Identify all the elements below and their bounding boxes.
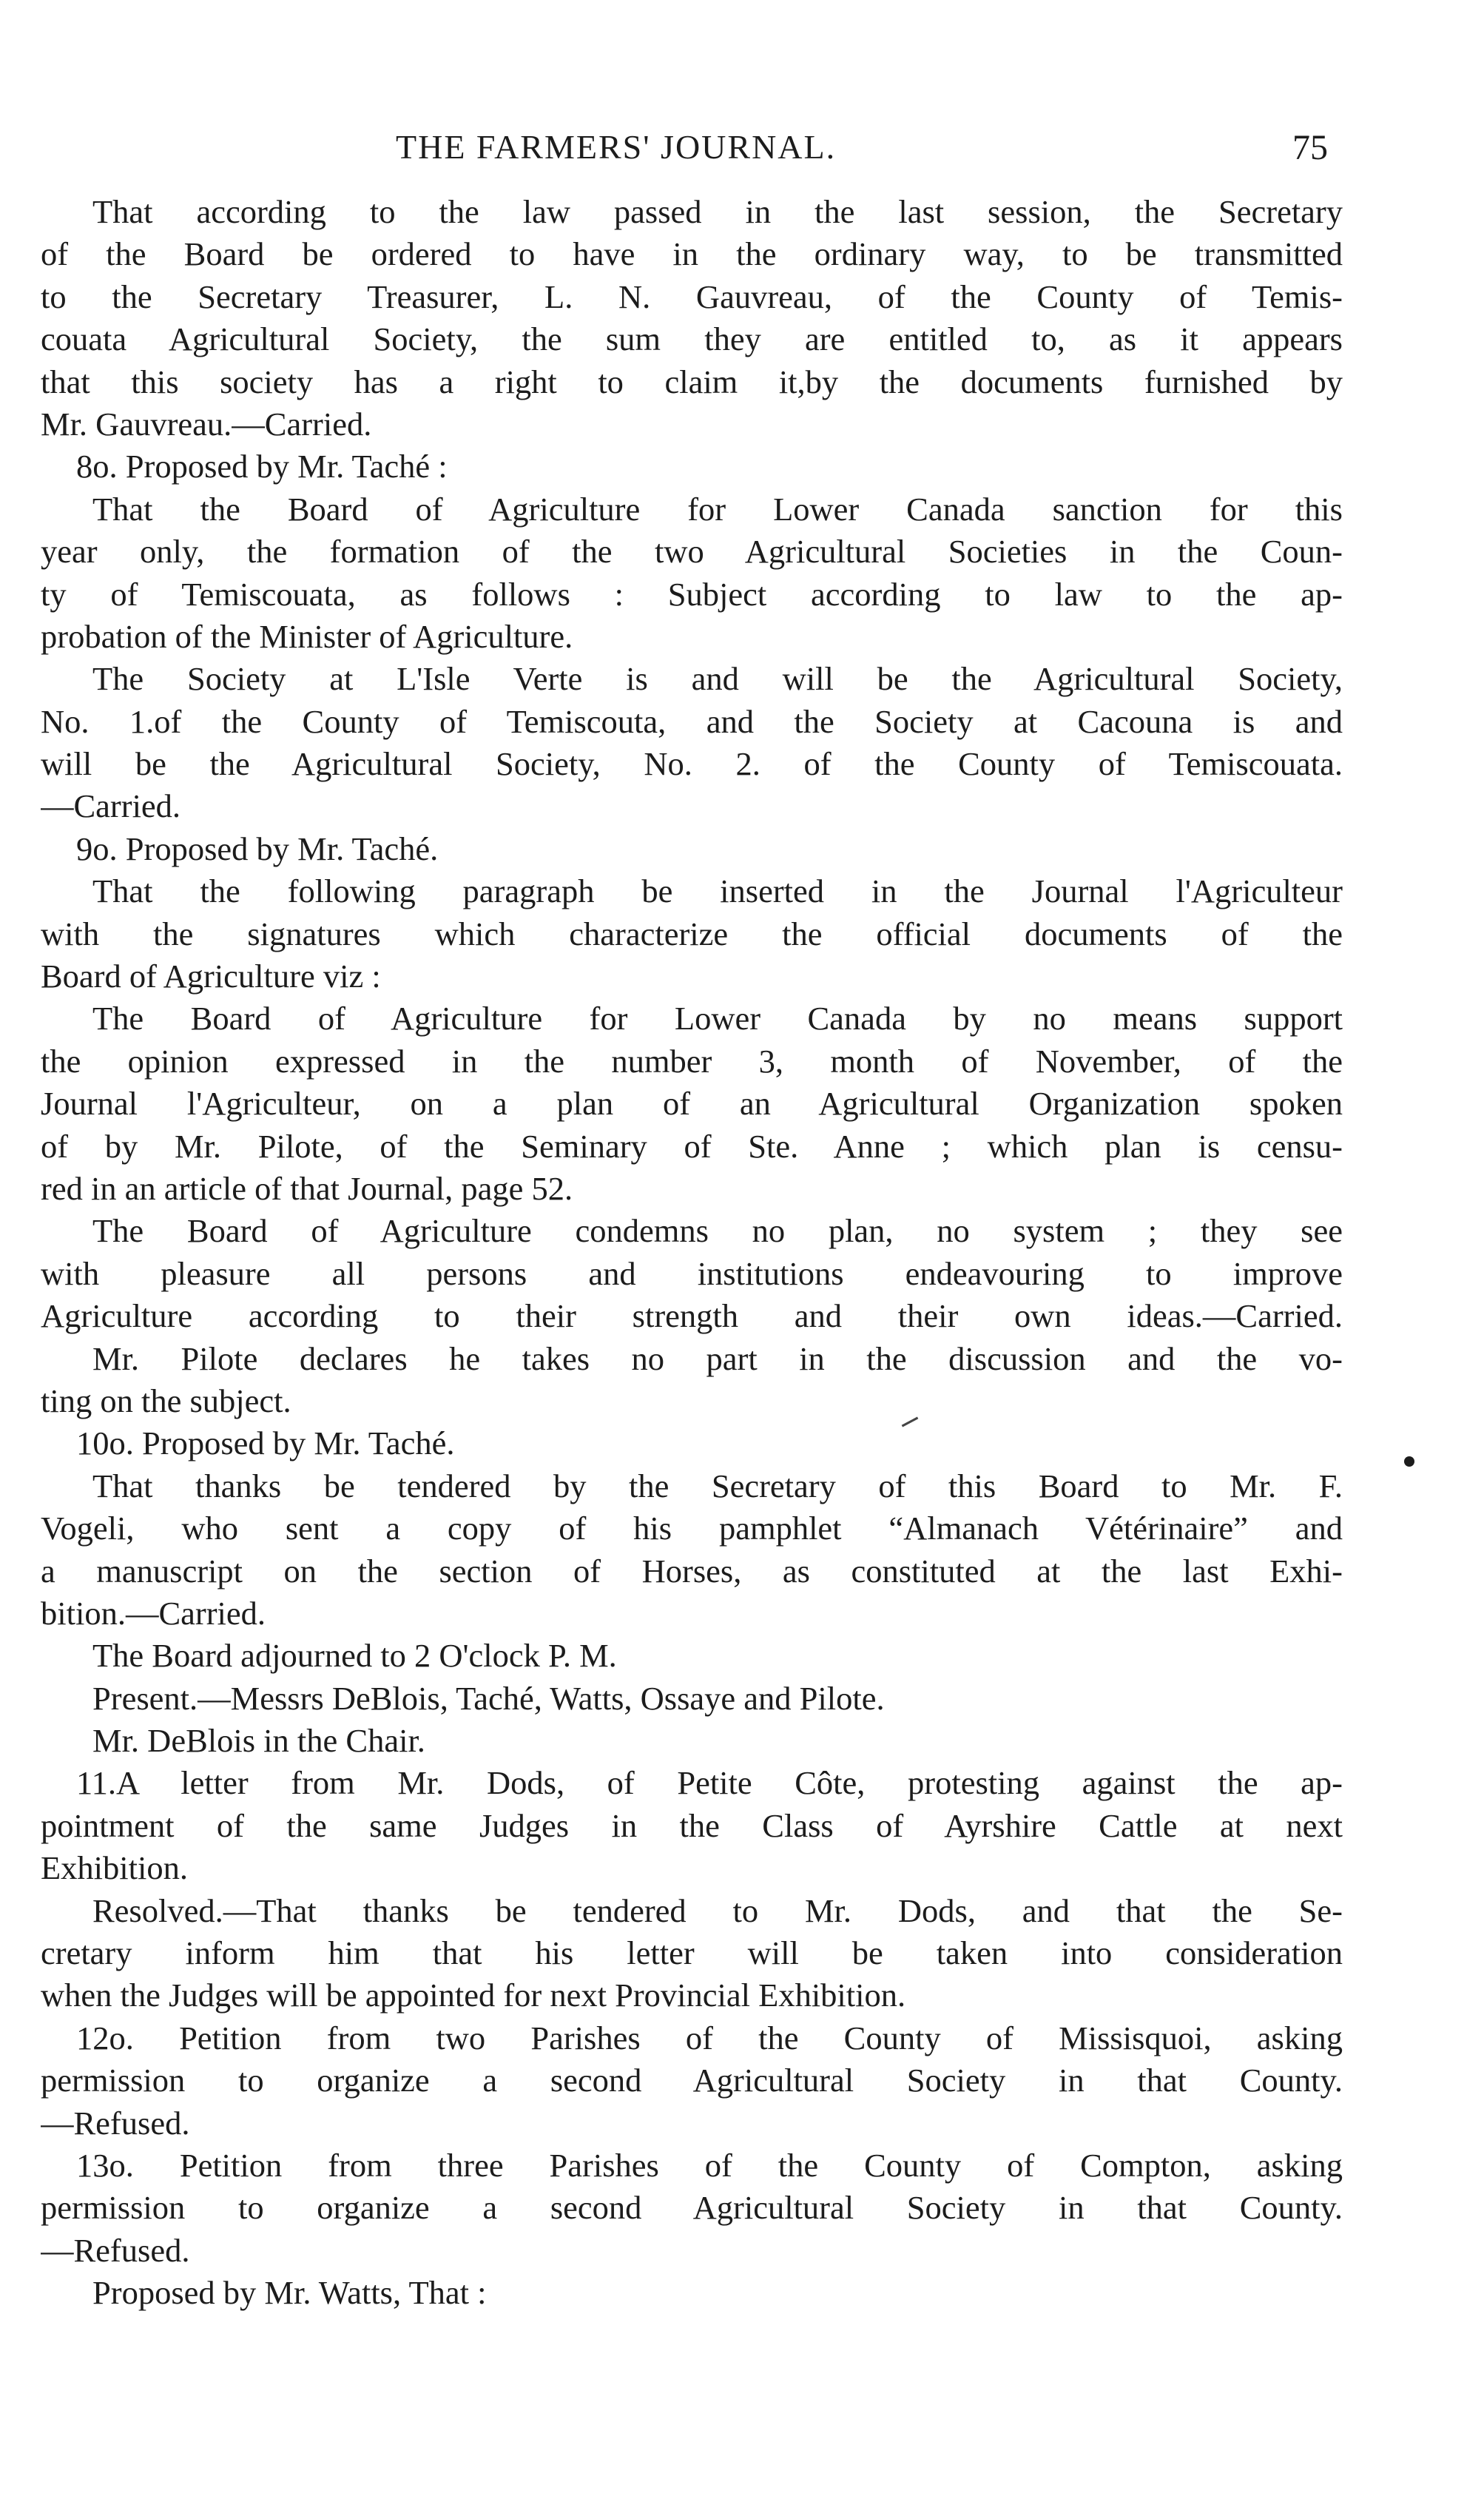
text-line: Mr. DeBlois in the Chair. [92, 1722, 425, 1760]
text-line: The Board of Agriculture for Lower Canada by no means support [92, 1000, 1343, 1037]
text-line: cretary inform him that his letter will be taken into consideration [41, 1934, 1343, 1972]
running-title: THE FARMERS' JOURNAL. [396, 128, 837, 166]
text-line: The Board adjourned to 2 O'clock P. M. [92, 1637, 617, 1675]
text-line: when the Judges will be appointed for next Provincial Exhibition. [41, 1977, 906, 2014]
text-line: —Carried. [41, 787, 181, 825]
text-line: That the Board of Agriculture for Lower Canada sanction for this [92, 490, 1343, 528]
text-line: 12o. Petition from two Parishes of the County of Missisquoi, asking [76, 2019, 1343, 2056]
text-line: Present.—Messrs DeBlois, Taché, Watts, Ossaye and Pilote. [92, 1679, 885, 1717]
text-line: will be the Agricultural Society, No. 2. of the County of Temiscouata. [41, 745, 1343, 783]
text-line: That according to the law passed in the last session, the Secretary [92, 193, 1343, 230]
text-line: Exhibition. [41, 1849, 189, 1887]
body-text [41, 191, 1343, 2315]
text-line: Board of Agriculture viz : [41, 958, 381, 995]
text-line: Vogeli, who sent a copy of his pamphlet “Almanach Vétérinaire” and [41, 1510, 1343, 1547]
text-line: that this society has a right to claim it,by the documents furnished by [41, 363, 1343, 400]
text-line: 13o. Petition from three Parishes of the County of Compton, asking [76, 2146, 1343, 2184]
text-line: The Board of Agriculture condemns no plan, no system ; they see [92, 1212, 1343, 1250]
text-line: with pleasure all persons and institutions endeavouring to improve [41, 1254, 1343, 1292]
text-line: No. 1.of the County of Temiscouta, and the Society at Cacouna is and [41, 702, 1343, 740]
text-line: with the signatures which characterize the official documents of the [41, 915, 1343, 952]
text-line: bition.—Carried. [41, 1594, 266, 1632]
text-line: 10o. Proposed by Mr. Taché. [76, 1424, 455, 1462]
text-line: ting on the subject. [41, 1382, 291, 1419]
text-line: —Refused. [41, 2104, 190, 2142]
stray-ink-dot [1404, 1456, 1414, 1467]
text-line: 8o. Proposed by Mr. Taché : [76, 448, 448, 485]
text-line: That the following paragraph be inserted in the Journal l'Agriculteur [92, 872, 1343, 910]
text-line: a manuscript on the section of Horses, as constituted at the last Exhi- [41, 1552, 1343, 1590]
text-line: year only, the formation of the two Agricultural Societies in the Coun- [41, 533, 1343, 571]
text-line: to the Secretary Treasurer, L. N. Gauvreau, of the County of Temis- [41, 278, 1343, 315]
text-line: Mr. Gauvreau.—Carried. [41, 405, 372, 443]
text-line: The Society at L'Isle Verte is and will be the Agricultural Society, [92, 660, 1343, 698]
text-line: of the Board be ordered to have in the ordinary way, to be transmitted [41, 235, 1343, 273]
text-line: Resolved.—That thanks be tendered to Mr. Dods, and that the Se- [92, 1891, 1343, 1929]
text-line: probation of the Minister of Agriculture. [41, 617, 573, 655]
text-line: pointment of the same Judges in the Class of Ayrshire Cattle at next [41, 1806, 1343, 1844]
text-line: Journal l'Agriculteur, on a plan of an Agricultural Organization spoken [41, 1085, 1343, 1123]
text-line: red in an article of that Journal, page 52. [41, 1169, 573, 1207]
text-line: permission to organize a second Agricultural Society in that County. [41, 2189, 1343, 2227]
page-number: 75 [1292, 128, 1328, 167]
text-line: Proposed by Mr. Watts, That : [92, 2274, 487, 2312]
text-line: That thanks be tendered by the Secretary of this Board to Mr. F. [92, 1467, 1343, 1504]
text-line: the opinion expressed in the number 3, month of November, of the [41, 1042, 1343, 1080]
page-header [70, 127, 1328, 172]
text-line: of by Mr. Pilote, of the Seminary of Ste. Anne ; which plan is censu- [41, 1127, 1343, 1165]
text-line: permission to organize a second Agricultural Society in that County. [41, 2062, 1343, 2099]
text-line: ty of Temiscouata, as follows : Subject according to law to the ap- [41, 575, 1343, 613]
text-line: Agriculture according to their strength and their own ideas.—Carried. [41, 1297, 1343, 1335]
text-line: couata Agricultural Society, the sum they are entitled to, as it appears [41, 320, 1343, 358]
text-line: Mr. Pilote declares he takes no part in the discussion and the vo- [92, 1339, 1343, 1377]
text-line: 11.A letter from Mr. Dods, of Petite Côte, protesting against the ap- [76, 1764, 1343, 1802]
text-line: 9o. Proposed by Mr. Taché. [76, 830, 439, 867]
text-line: —Refused. [41, 2231, 190, 2269]
